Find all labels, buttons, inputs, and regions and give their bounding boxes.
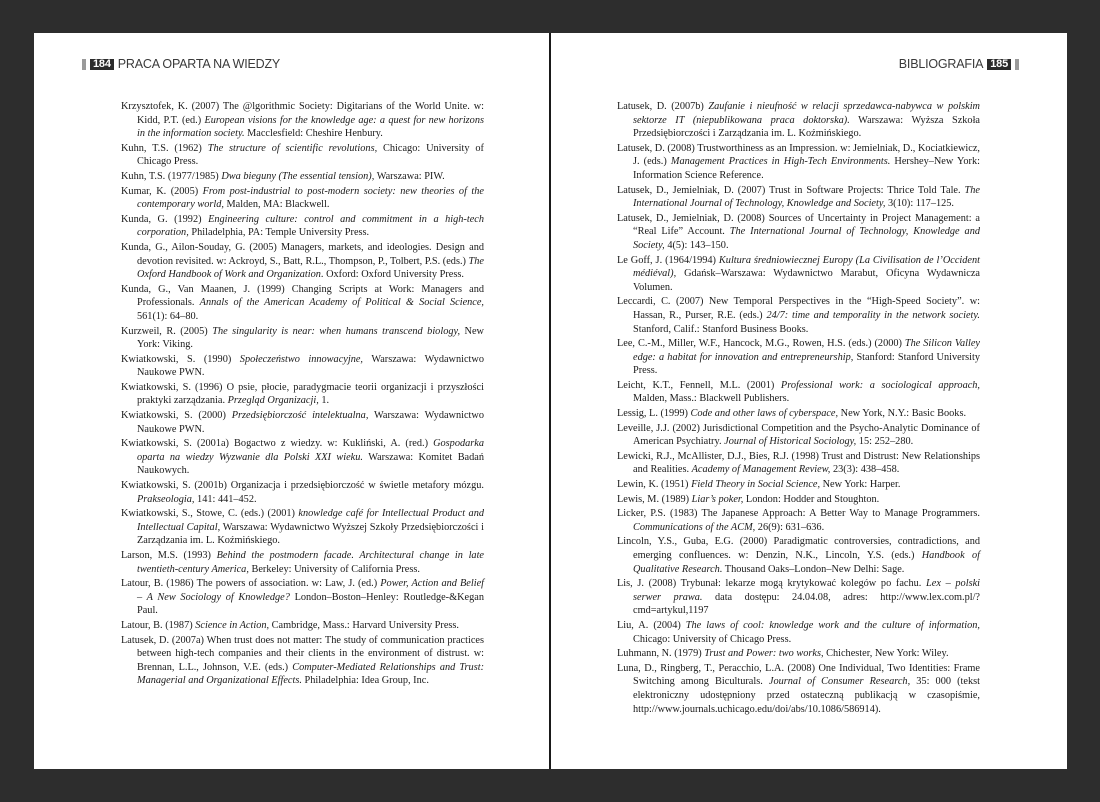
running-title: PRACA OPARTA NA WIEDZY (117, 57, 281, 71)
entry-title-italic: The singularity is near: when humans transcend biology, (212, 325, 461, 337)
entry-text: 35: 000 (tekst elektroniczny udostępniony przed ostateczną publikacją w czasopiśmie, http://www.journals.uchicago.edu/doi/abs/10.1086/586914). (633, 676, 980, 715)
entry-text: Warszawa: Wyższa Szkoła Przedsiębiorczości i Zarządzania im. L. Koźmińskiego. (633, 114, 980, 140)
entry-title-italic: Liar’s poker, (691, 493, 744, 505)
bibliography-entry (617, 295, 980, 336)
entry-title-italic: Prakseologia, (137, 493, 195, 505)
entry-text: Kumar, K. (2005) (121, 185, 203, 197)
bibliography-entry (617, 493, 980, 507)
entry-title-italic: Trust and Power: two works, (704, 648, 824, 660)
entry-text: , Warszawa: Wydawnictwo Wyższej Szkoły Przedsiębiorczości i Zarządzania im. L. Koźmińskiego. (137, 521, 484, 547)
entry-title-italic: 24/7: time and temporality in the network society. (766, 309, 980, 321)
entry-text: Latusek, D., Jemielniak, D. (2008) Sources of Uncertainty in Project Management: a “Real Life” Account. (617, 212, 980, 238)
entry-text: Kurzweil, R. (2005) (121, 325, 213, 337)
entry-text: Kunda, G. (1992) (121, 213, 209, 225)
bibliography-entry (617, 619, 980, 646)
entry-text: 15: 252–280. (856, 436, 914, 448)
entry-text: Latour, B. (1987) (121, 619, 196, 631)
entry-text: Warszawa: Komitet Badań Naukowych. (137, 451, 484, 477)
entry-text: Luna, D., Ringberg, T., Peracchio, L.A. (2008) One Individual, Two Identities: Frame Switching among Biculturals. (617, 662, 980, 688)
entry-text: Kunda, G., Van Maanen, J. (1999) Changing Scripts at Work: Managers and Professionals. (121, 283, 484, 309)
entry-title-italic: Academy of Management Review, (691, 464, 831, 476)
entry-title-italic: Handbook of Qualitative Research. (633, 550, 980, 575)
entry-text: 23(3): 438–458. (830, 464, 900, 476)
bibliography-entry (121, 142, 484, 169)
bibliography-entry (121, 381, 484, 408)
left-page (34, 33, 549, 769)
entry-text: . Oxford: Oxford University Press. (320, 269, 464, 281)
entry-title-italic: Computer-Mediated Relationships and Trust: Managerial and Organizational Effects. (137, 661, 484, 687)
entry-text: Kuhn, T.S. (1962) (121, 142, 208, 154)
entry-title-italic: Code and other laws of cyberspace, (690, 408, 839, 420)
entry-text: Warszawa: PIW. (374, 170, 445, 182)
entry-text: Leicht, K.T., Fennell, M.L. (2001) (617, 379, 781, 391)
entry-text: Chicago: University of Chicago Press. (137, 142, 484, 168)
entry-text: Philadelphia, PA: Temple University Press. (188, 227, 370, 239)
entry-text: Malden, Mass.: Blackwell Publishers. (633, 393, 790, 405)
bibliography-entry (617, 507, 980, 534)
bibliography-entry (121, 507, 484, 548)
entry-text: data dostępu: 24.04.08, adres: http://www.lex.com.pl/?cmd=artykul,1197 (633, 591, 981, 617)
entry-title-italic: Kultura średniowiecznej Europy (La Civilisation de l’Occident médiéval), (633, 254, 980, 280)
entry-text: Cambridge, Mass.: Harvard University Press. (269, 619, 459, 631)
entry-text: Malden, MA: Blackwell. (223, 199, 330, 211)
entry-text: Lincoln, Y.S., Guba, E.G. (2000) Paradigmatic controversies, contradictions, and emerging confluences. w: Denzin, N.K., Lincoln, Y.S. (eds.) (617, 536, 980, 561)
entry-text: 3(10): 117–125. (885, 198, 954, 210)
bibliography-entry (617, 142, 980, 183)
page-number: 185 (987, 59, 1011, 70)
bibliography-entry (121, 283, 484, 324)
bibliography-entry (121, 549, 484, 576)
bibliography-list (617, 100, 980, 717)
bibliography-entry (121, 213, 484, 240)
entry-text: 26(9): 631–636. (755, 521, 825, 533)
entry-title-italic: From post-industrial to post-modern society: new theories of the contemporary world, (137, 185, 484, 211)
entry-text: London: Hodder and Stoughton. (743, 493, 880, 505)
entry-title-italic: Społeczeństwo innowacyjne, (239, 353, 363, 365)
entry-title-italic: Przegląd Organizacji, (227, 395, 319, 407)
entry-text: Latusek, D. (2008) Trustworthiness as an Impression. w: Jemielniak, D., Kociatkiewicz, J. (eds.) (617, 142, 980, 168)
entry-text: Chichester, New York: Wiley. (823, 648, 949, 660)
entry-text: Hershey–New York: Information Science Reference. (633, 156, 980, 181)
entry-text: Kwiatkowski, S. (2001b) Organizacja i przedsiębiorczość w świetle metafory mózgu. (121, 480, 484, 492)
entry-text: London–Boston–Henley: Routledge-&Kegan Paul. (137, 591, 484, 617)
entry-text: Philadelphia: Idea Group, Inc. (301, 675, 429, 687)
entry-text: Latusek, D. (2007b) (617, 101, 709, 112)
entry-title-italic: Behind the postmodern facade. Architectural change in late twentieth-century America, (137, 550, 485, 575)
entry-text: Kwiatkowski, S. (1996) O psie, płocie, paradygmacie teorii organizacji i przyszłości praktyki zarządzania. (121, 381, 484, 407)
entry-text: New York: Viking. (137, 325, 484, 351)
entry-text: Kwiatkowski, S., Stowe, C. (eds.) (2001) (121, 508, 299, 520)
entry-title-italic: The International Journal of Technology, Knowledge and Society, (633, 184, 980, 210)
bibliography-entry (617, 647, 980, 661)
entry-text: Lis, J. (2008) Trybunał: lekarze mogą krytykować kolegów po fachu. (617, 578, 927, 590)
entry-text: Stanford: Stanford University Press. (633, 351, 981, 377)
bibliography-entry (121, 353, 484, 380)
bibliography-entry (121, 577, 484, 618)
entry-title-italic: Dwa bieguny (The essential tension), (221, 170, 375, 182)
entry-text: New York, N.Y.: Basic Books. (838, 408, 967, 420)
entry-title-italic: The Oxford Handbook of Work and Organization (137, 255, 484, 281)
entry-text: Leccardi, C. (2007) New Temporal Perspectives in the “High-Speed Society”. w: Hassan, R., Purser, R.E. (eds.) (617, 296, 980, 321)
entry-text: Kwiatkowski, S. (2001a) Bogactwo z wiedzy. w: Kukliński, A. (red.) (121, 438, 434, 450)
entry-text: Lessig, L. (1999) (617, 408, 691, 420)
left-page-header (82, 57, 280, 71)
entry-title-italic: The laws of cool: knowledge work and the culture of information, (685, 619, 980, 631)
bibliography-entry (121, 170, 484, 184)
entry-text: Gdańsk–Warszawa: Wydawnictwo Marabut, Oficyna Wydawnicza Volumen. (633, 268, 980, 293)
entry-title-italic: Lex – polski serwer prawa. (633, 578, 981, 603)
bibliography-entry (617, 407, 980, 421)
bibliography-entry (121, 409, 484, 436)
bibliography-entry (617, 478, 980, 492)
right-page (551, 33, 1067, 769)
entry-title-italic: Professional work: a sociological approach, (780, 379, 981, 391)
entry-title-italic: Engineering culture: control and commitment in a high-tech corporation, (137, 213, 485, 239)
entry-text: Thousand Oaks–London–New Delhi: Sage. (722, 563, 905, 575)
bibliography-entry (617, 662, 980, 716)
entry-title-italic: Field Theory in Social Science, (691, 479, 821, 491)
entry-text: Lee, C.-M., Miller, W.F., Hancock, M.G., Rowen, H.S. (eds.) (2000) (617, 338, 905, 350)
entry-title-italic: The International Journal of Technology, Knowledge and Society, (633, 226, 980, 251)
entry-text: Luhmann, N. (1979) (617, 648, 705, 660)
bibliography-entry (121, 100, 484, 141)
bibliography-list (121, 100, 484, 689)
entry-title-italic: Journal of Consumer Research, (768, 676, 911, 688)
entry-text: 4(5): 143–150. (664, 239, 729, 251)
bibliography-entry (121, 185, 484, 212)
entry-text: Kwiatkowski, S. (1990) (121, 353, 240, 365)
entry-text: Larson, M.S. (1993) (121, 550, 217, 561)
entry-title-italic: Communications of the ACM, (633, 521, 756, 533)
bibliography-entry (121, 479, 484, 506)
entry-text: Lewis, M. (1989) (617, 493, 692, 505)
running-title: BIBLIOGRAFIA (898, 57, 984, 71)
right-page-header (899, 57, 1019, 71)
bibliography-entry (617, 450, 980, 477)
entry-title-italic: Gospodarka oparta na wiedzy Wyzwanie dla Polski XXI wieku. (137, 438, 484, 463)
bibliography-entry (617, 535, 980, 576)
bibliography-entry (617, 254, 980, 295)
entry-title-italic: Power, Action and Belief – A New Sociology of Knowledge? (137, 578, 484, 603)
bibliography-entry (121, 619, 484, 633)
entry-text: Lewicki, R.J., McAllister, D.J., Bies, R.J. (1998) Trust and Distrust: New Relationships and Realities. (617, 450, 980, 476)
entry-text: Latour, B. (1986) The powers of association. w: Law, J. (ed.) (121, 578, 381, 590)
bibliography-entry (617, 422, 980, 449)
entry-title-italic: The Silicon Valley edge: a habitat for innovation and entrepreneurship, (633, 338, 980, 363)
entry-title-italic: The structure of scientific revolutions, (207, 142, 378, 154)
bibliography-entry (617, 379, 980, 406)
entry-text: Chicago: University of Chicago Press. (633, 633, 792, 645)
entry-text: Krzysztofek, K. (2007) The @lgorithmic Society: Digitarians of the World Unite. w: Kidd, P.T. (ed.) (121, 101, 484, 126)
entry-text: Liu, A. (2004) (617, 619, 686, 631)
entry-title-italic: Przedsiębiorczość intelektualna, (231, 410, 369, 422)
entry-text: Warszawa: Wydawnictwo Naukowe PWN. (137, 353, 484, 379)
entry-text: Macclesfield: Cheshire Henbury. (244, 128, 383, 140)
bibliography-entry (617, 184, 980, 211)
bibliography-entry (121, 634, 484, 688)
bibliography-entry (617, 100, 980, 141)
entry-text: Le Goff, J. (1964/1994) (617, 254, 719, 266)
entry-text: Lewin, K. (1951) (617, 479, 692, 491)
entry-text: Latusek, D. (2007a) When trust does not matter: The study of communication practices between high-tech companies and their clients in the environment of distrust. w: Brennan, L.L., Johnson, V.E. (eds.) (121, 634, 484, 673)
entry-text: 141: 441–452. (194, 493, 257, 505)
entry-text: 561(1): 64–80. (137, 310, 199, 322)
entry-text: Kuhn, T.S. (1977/1985) (121, 170, 222, 182)
entry-text: Berkeley: University of California Press. (248, 563, 420, 575)
entry-text: Warszawa: Wydawnictwo Naukowe PWN. (137, 410, 485, 435)
entry-title-italic: Science in Action, (195, 619, 270, 631)
page-number: 184 (90, 59, 114, 70)
entry-title-italic: Annals of the American Academy of Political & Social Science, (199, 297, 485, 309)
entry-title-italic: Management Practices in High-Tech Environments. (670, 156, 891, 168)
entry-text: New York: Harper. (820, 479, 901, 491)
entry-title-italic: European visions for the knowledge age: a quest for new horizons in the information society. (137, 114, 484, 140)
entry-text: Latusek, D., Jemielniak, D. (2007) Trust in Software Projects: Thrice Told Tale. (617, 184, 965, 196)
bibliography-entry (121, 325, 484, 352)
entry-title-italic: Zaufanie i nieufność w relacji sprzedawca-nabywca w polskim sektorze IT (niepublikowana praca doktorska). (633, 101, 980, 126)
bibliography-entry (121, 241, 484, 282)
entry-title-italic: knowledge café for Intellectual Product and Intellectual Capital (137, 508, 484, 533)
bibliography-entry (617, 337, 980, 378)
entry-text: Licker, P.S. (1983) The Japanese Approach: A Better Way to Manage Programmers. (617, 508, 980, 520)
bibliography-entry (617, 577, 980, 618)
entry-text: Leveille, J.J. (2002) Jurisdictional Competition and the Psycho-Analytic Dominance of American Psychiatry. (617, 422, 980, 448)
entry-text: 1. (318, 395, 330, 407)
entry-text: Kunda, G., Ailon-Souday, G. (2005) Managers, markets, and ideologies. Design and devotion revisited. w: Ackroyd, S., Batt, R.L., Thompson, P., Tolbert, P.S. (eds.) (121, 241, 484, 267)
entry-text: Kwiatkowski, S. (2000) (121, 410, 232, 422)
bibliography-entry (121, 437, 484, 478)
bibliography-entry (617, 212, 980, 253)
book-spread (34, 33, 1067, 769)
entry-text: Stanford, Calif.: Stanford Business Books. (633, 323, 809, 335)
entry-title-italic: Journal of Historical Sociology, (724, 436, 857, 448)
